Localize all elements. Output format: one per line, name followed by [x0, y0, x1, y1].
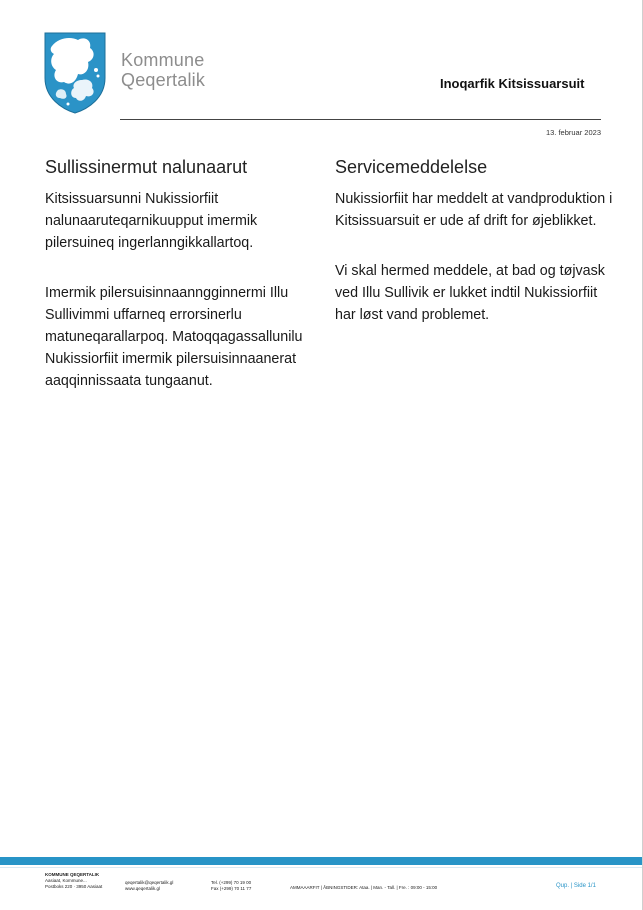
- document-date: 13. februar 2023: [545, 128, 601, 137]
- footer-bar: [0, 857, 643, 865]
- footer-address-line-2: Postboks 220 · 3950 Aasiaat: [45, 884, 103, 889]
- footer-contact-phone: [211, 880, 251, 892]
- danish-notice: [335, 154, 615, 354]
- footer-address-line-1: Aasiaat, Kommune...: [45, 878, 87, 883]
- danish-heading: Servicemeddelelse: [335, 157, 488, 177]
- footer-opening-hours: AMMAAARFIT | ÅBNINGSTIDER: Ataa. | Man. - Tall. | Fre. : 09:00 - 15:00: [290, 885, 438, 890]
- greenlandic-paragraph-2: Imermik pilersuisinnaanngginnermi Illu Sullivimmi uffarneq errorsinerlu matuneqarallarpoq. Matoqqagassallunilu Nukissiorfiit imermik pilersuisinnaanerat aaqqinnissaata tungaanut.: [45, 285, 303, 389]
- greenlandic-paragraph-1: Kitsissuarsunni Nukissiorfiit nalunaaruteqarnikuupput imermik pilersuineq ingerlanngikkallartoq.: [45, 191, 258, 251]
- document-title: Inoqarfik Kitsissuarsuit: [440, 76, 585, 91]
- danish-paragraph-1: Nukissiorfiit har meddelt at vandproduktion i Kitsissuarsuit er ude af drift for øjeblikket.: [335, 191, 613, 229]
- coat-of-arms-logo: [44, 32, 106, 114]
- header-divider: [120, 119, 601, 120]
- greenlandic-heading: Sullissinermut nalunaarut: [45, 157, 248, 177]
- brand-line-1: Kommune: [121, 50, 205, 70]
- brand-line-2: Qeqertalik: [121, 70, 206, 90]
- footer-email[interactable]: qeqertalik@qeqertalik.gl: [125, 880, 174, 885]
- footer-contact-online: [125, 880, 173, 892]
- footer-page-number: Qup. | Side 1/1: [556, 883, 596, 889]
- greenlandic-notice: [45, 154, 325, 420]
- footer-website[interactable]: www.qeqertalik.gl: [125, 886, 161, 891]
- footer-org-name: KOMMUNE QEQERTALIK: [45, 872, 100, 877]
- footer-fax: Fax (+299) 70 11 77: [211, 886, 252, 891]
- municipality-brand: [121, 50, 205, 90]
- danish-paragraph-2: Vi skal hermed meddele, at bad og tøjvask ved Illu Sullivik er lukket indtil Nukissiorfiit har løst vand problemet.: [335, 263, 605, 323]
- footer-telephone: Tel. (+299) 70 19 00: [211, 880, 252, 885]
- footer-separator: [0, 867, 643, 868]
- footer-address: [45, 872, 102, 890]
